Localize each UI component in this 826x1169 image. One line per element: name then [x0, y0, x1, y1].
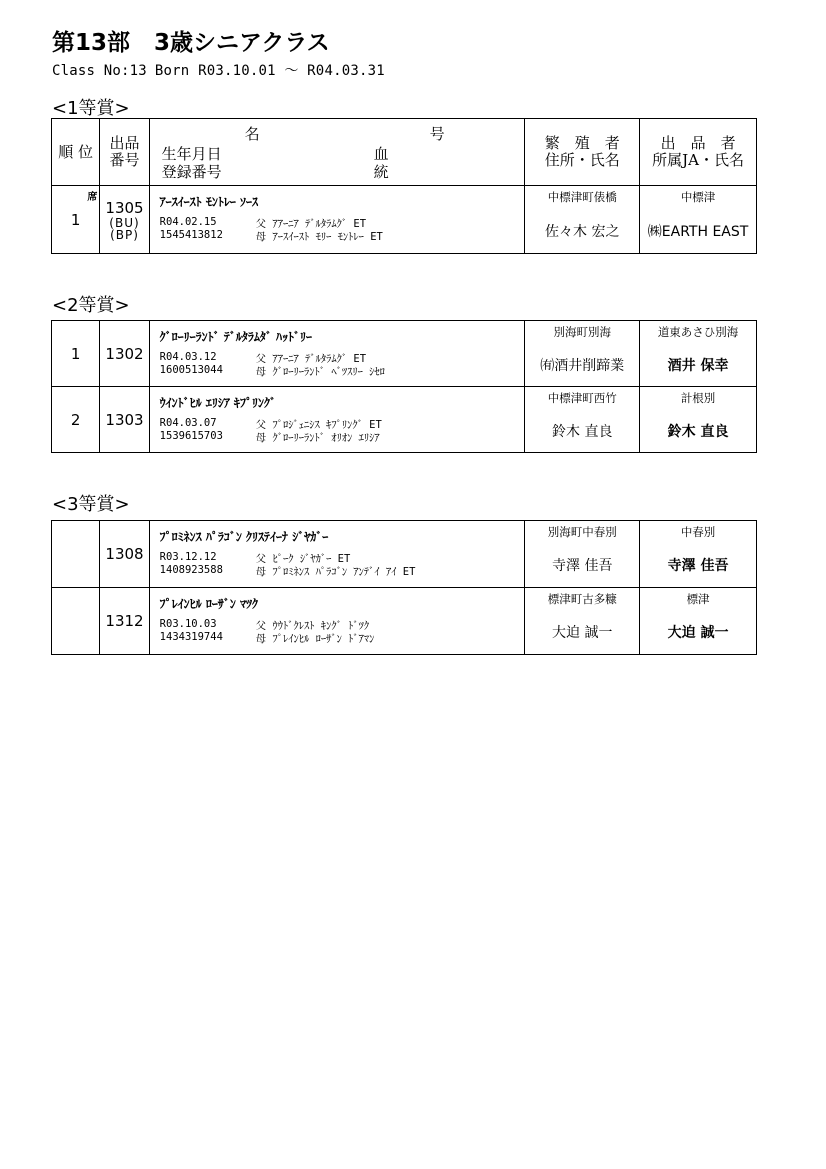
reg-number: 1600513044: [159, 364, 223, 376]
header-name: 名: [244, 125, 260, 143]
rank-cell: [52, 186, 100, 254]
section-title-1: <1等賞>: [52, 98, 130, 119]
horse-name: ﾌﾟﾚｲﾝﾋﾙ ﾛｰｻﾞﾝ ﾏﾂｸ: [159, 597, 259, 611]
breeder-name: 大迫 誠一: [552, 625, 613, 641]
header-lineage: 統: [373, 163, 389, 181]
birth-date: R04.03.12: [159, 351, 217, 363]
exhibit-no: 1305: [105, 198, 144, 217]
rank: 1: [52, 321, 100, 387]
results-table-2: [51, 320, 757, 453]
sire: 父 ｳｳﾄﾞｸﾚｽﾄ ｷﾝｸﾞ ﾄﾞﾂｸ: [255, 620, 370, 632]
birth-date: R03.10.03: [159, 618, 217, 630]
exhibitor-cell: [640, 186, 757, 254]
entry-main: [149, 521, 525, 588]
exhibitor-area: 中標津: [680, 190, 716, 204]
exhibitor-area: 道東あさひ別海: [657, 325, 739, 339]
section-title-3: <3等賞>: [52, 494, 130, 515]
reg-line: [159, 364, 385, 378]
exhibitor-name: 寺澤 佳吾: [667, 558, 729, 574]
exhibitor-area: 計根別: [680, 391, 716, 405]
table-row: [52, 186, 757, 254]
exhibitor-cell: [640, 387, 757, 453]
table-row: [52, 321, 757, 387]
sire: 父 ﾋﾟｰｸ ｼﾞﾔｶﾞｰ ET: [255, 553, 351, 565]
birth-date: R04.03.07: [159, 417, 217, 429]
header-breeder: [525, 119, 640, 186]
exhibit-no: 1303: [100, 387, 149, 453]
breeder-area: 中標津町西竹: [547, 391, 617, 405]
horse-name: ｱｰｽｲｰｽﾄ ﾓﾝﾄﾚｰ ｿｰｽ: [159, 195, 259, 209]
breeder-name: 佐々木 宏之: [545, 223, 620, 240]
reg-number: 1545413812: [159, 229, 223, 241]
exhibitor-cell: [640, 321, 757, 387]
birth-line: [159, 351, 367, 365]
reg-number: 1434319744: [159, 631, 223, 643]
reg-number: 1539615703: [159, 430, 223, 442]
header-blood: 血: [373, 145, 389, 163]
entry-main: [149, 588, 525, 655]
header-reg: 登録番号: [161, 163, 222, 181]
table-row: [52, 588, 757, 655]
birth-line: [159, 551, 351, 565]
reg-line: [159, 430, 380, 444]
breeder-cell: [525, 588, 640, 655]
header-number: 号: [429, 125, 445, 143]
dam: 母 ﾌﾟﾚｲﾝﾋﾙ ﾛｰｻﾞﾝ ﾄﾞｱﾏﾝ: [255, 633, 375, 645]
rank: [52, 588, 100, 655]
breeder-area: 標津町古多糠: [547, 592, 617, 606]
entry-main: [149, 387, 525, 453]
header-breeder-1: 繁 殖 者: [544, 134, 620, 152]
results-table-3: [51, 520, 757, 655]
results-table-1: [51, 118, 757, 254]
exhibit-no: 1312: [100, 588, 149, 655]
birth-line: [159, 618, 370, 632]
rank: [52, 521, 100, 588]
header-exhibitor-2: 所属JA・氏名: [652, 151, 744, 169]
exhibitor-area: 標津: [686, 592, 710, 606]
born-range: Born R03.10.01 ～ R04.03.31: [154, 63, 385, 79]
birth-line: [159, 417, 382, 431]
header-breeder-2: 住所・氏名: [544, 151, 620, 169]
reg-line: [159, 564, 416, 578]
header-exhibitor-1: 出 品 者: [660, 134, 736, 152]
class-info: [52, 60, 385, 80]
sire: 父 ｱｱｰﾆｱ ﾃﾞﾙﾀﾗﾑｸﾞ ET: [255, 218, 367, 230]
exhibitor-name: 大迫 誠一: [667, 625, 729, 641]
sire: 父 ｱｱｰﾆｱ ﾃﾞﾙﾀﾗﾑｸﾞ ET: [255, 353, 367, 365]
dam: 母 ｱｰｽｲｰｽﾄ ﾓﾘｰ ﾓﾝﾄﾚｰ ET: [255, 231, 383, 243]
exhibit-no-cell: [100, 186, 149, 254]
horse-name: ｸﾞﾛｰﾘｰﾗﾝﾄﾞ ﾃﾞﾙﾀﾗﾑﾀﾞ ﾊｯﾄﾞﾘｰ: [159, 330, 313, 344]
breeder-area: 別海町中春別: [547, 525, 617, 539]
exhibitor-cell: [640, 588, 757, 655]
breeder-area: 別海町別海: [553, 325, 611, 339]
reg-line: [159, 229, 383, 243]
section-title-2: <2等賞>: [52, 295, 130, 316]
header-birth: 生年月日: [161, 145, 222, 163]
breeder-name: ㈲酒井削蹄業: [540, 357, 625, 374]
breeder-name: 寺澤 佳吾: [552, 558, 613, 574]
header-rank: 順 位: [52, 119, 100, 186]
reg-number: 1408923588: [159, 564, 223, 576]
exhibit-no: 1302: [100, 321, 149, 387]
horse-name: ｳｲﾝﾄﾞﾋﾙ ｴﾘｼｱ ｷﾌﾟﾘﾝｸﾞ: [159, 396, 277, 410]
header-exhibit-no-2: 番号: [109, 151, 140, 169]
entry-main: [149, 321, 525, 387]
birth-line: [159, 216, 367, 230]
award-tag: (BP): [110, 227, 139, 242]
class-no: Class No:13: [52, 63, 147, 79]
rank: 2: [52, 387, 100, 453]
dam: 母 ｸﾞﾛｰﾘｰﾗﾝﾄﾞ ｵﾘｵﾝ ｴﾘｼｱ: [255, 432, 380, 444]
seki-mark: 席: [87, 192, 98, 203]
table-row: [52, 521, 757, 588]
reg-line: [159, 631, 375, 645]
horse-name: ﾌﾟﾛﾐﾈﾝｽ ﾊﾟﾗｺﾞﾝ ｸﾘｽﾃｲｰﾅ ｼﾞﾔｶﾞｰ: [159, 530, 329, 544]
breeder-cell: [525, 521, 640, 588]
rank: 1: [70, 210, 81, 229]
birth-date: R04.02.15: [159, 216, 217, 228]
exhibitor-cell: [640, 521, 757, 588]
header-main: [149, 119, 525, 186]
award-tag: (BU): [109, 215, 140, 230]
title-part: 第13部: [52, 30, 131, 56]
breeder-name: 鈴木 直良: [552, 423, 613, 440]
page-title: [52, 24, 330, 57]
table-row: [52, 387, 757, 453]
header-exhibit-no: [100, 119, 149, 186]
exhibitor-area: 中春別: [680, 525, 716, 539]
exhibitor-name: 酒井 保幸: [667, 357, 729, 374]
table-header: [52, 119, 757, 186]
header-exhibit-no-1: 出品: [109, 134, 140, 152]
exhibitor-name: 鈴木 直良: [667, 423, 729, 440]
birth-date: R03.12.12: [159, 551, 217, 563]
breeder-cell: [525, 321, 640, 387]
title-class: 3歳シニアクラス: [154, 30, 330, 56]
dam: 母 ｸﾞﾛｰﾘｰﾗﾝﾄﾞ ﾍﾞﾂｽﾘｰ ｼｾﾛ: [255, 366, 385, 378]
breeder-cell: [525, 387, 640, 453]
breeder-area: 中標津町俵橋: [547, 190, 617, 204]
entry-main: [149, 186, 525, 254]
exhibitor-name: ㈱EARTH EAST: [647, 223, 749, 240]
header-exhibitor: [640, 119, 757, 186]
exhibit-no: 1308: [100, 521, 149, 588]
sire: 父 ﾌﾟﾛｼﾞｪﾆｼｽ ｷﾌﾟﾘﾝｸﾞ ET: [255, 419, 382, 431]
dam: 母 ﾌﾟﾛﾐﾈﾝｽ ﾊﾟﾗｺﾞﾝ ｱﾝﾃﾞｲ ｱｲ ET: [255, 566, 416, 578]
breeder-cell: [525, 186, 640, 254]
